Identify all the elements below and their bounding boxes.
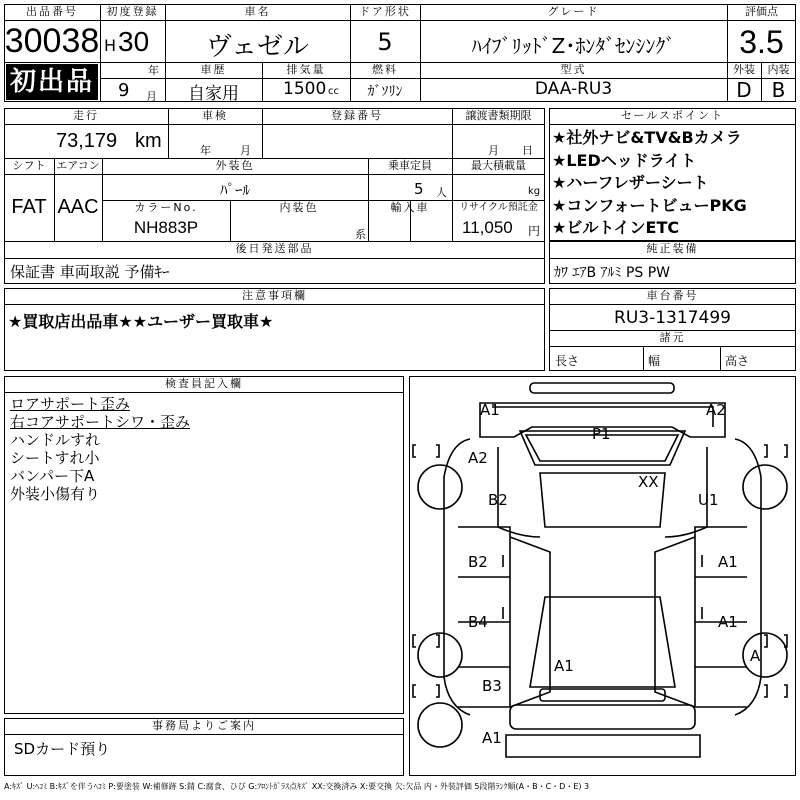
model-name: ヴェゼル [206, 32, 309, 62]
inspector-line: バンパー下A [10, 467, 95, 485]
inspector-label: 検査員記入欄 [165, 377, 243, 390]
height-label: 高さ [725, 354, 750, 368]
model-label: 車名 [244, 5, 271, 18]
type-label: 型式 [560, 63, 587, 76]
damage-mark: A1 [718, 553, 738, 571]
color-number: NH883P [133, 218, 199, 237]
registration-era: H [104, 36, 117, 55]
damage-mark: B2 [488, 491, 508, 509]
mileage: 73,179 [56, 130, 118, 152]
sales-point: ★LEDヘッドライト [552, 150, 697, 170]
displacement-label: 排気量 [286, 63, 326, 76]
score-label: 評価点 [745, 5, 778, 18]
damage-mark: XX [638, 473, 659, 491]
door-count: 5 [377, 28, 393, 56]
registration-number-label: 登録番号 [331, 109, 383, 122]
sales-point: ★コンフォートビューPKG [552, 195, 747, 215]
grade: ﾊｲﾌﾞﾘｯﾄﾞZ･ﾎﾝﾀﾞｾﾝｼﾝｸﾞ [471, 34, 676, 58]
door-label: ドア形状 [359, 5, 411, 18]
history-label: 車歴 [200, 63, 227, 76]
first-listing-badge: 初出品 [6, 64, 98, 100]
chassis-number-label: 車台番号 [646, 289, 699, 302]
capacity: 5 [414, 180, 424, 198]
dimensions-label: 諸元 [659, 331, 686, 344]
history: 自家用 [188, 84, 239, 104]
shift-label: シフト [12, 159, 46, 172]
lot-number-label: 出品番号 [26, 5, 78, 18]
cc-unit: cc [328, 86, 339, 97]
inspector-line: 外装小傷有り [10, 485, 101, 503]
mileage-unit: km [135, 130, 162, 152]
damage-mark: A1 [480, 401, 500, 419]
length-label: 長さ [555, 354, 580, 368]
recycle-label: リサイクル預託金 [459, 202, 538, 213]
displacement: 1500 [283, 79, 327, 99]
rear-window [530, 597, 675, 687]
import-label: 輸入車 [390, 201, 430, 214]
damage-mark: B2 [468, 553, 488, 571]
transfer-deadline-label: 譲渡書類期限 [465, 109, 532, 122]
inspector-line: シートすれ小 [10, 449, 100, 467]
sales-point: ★社外ナビ&TV&Bカメラ [552, 128, 742, 147]
damage-mark: A1 [718, 613, 738, 631]
shift: FAT [11, 196, 47, 218]
transfer-day-unit: 日 [522, 144, 533, 157]
damage-mark: A [750, 647, 761, 665]
transfer-month-unit: 月 [488, 144, 499, 157]
exterior-color: ﾊﾟｰﾙ [219, 181, 250, 199]
notes-text: ★買取店出品車★★ユーザー買取車★ [8, 312, 274, 331]
registration-month: 9 [118, 80, 130, 101]
recycle-amount: 11,050 [462, 218, 513, 237]
model-type: DAA-RU3 [534, 79, 613, 99]
later-parts: 保証書 車両取説 予備ｷｰ [10, 263, 170, 281]
inspector-notes [10, 395, 190, 503]
yen-unit: 円 [528, 224, 541, 238]
spare-wheel [418, 703, 462, 747]
inspector-line: ハンドルすれ [10, 431, 101, 449]
inspector-line: ロアサポート歪み [10, 395, 131, 413]
exterior-label: 外装 [733, 63, 755, 76]
overall-score: 3.5 [739, 24, 784, 60]
person-unit: 人 [436, 186, 447, 199]
office-label: 事務局よりご案内 [152, 719, 256, 732]
inspection-month-unit: 月 [240, 144, 251, 157]
interior-color-suffix: 系 [355, 228, 366, 241]
front-bumper-shape [530, 383, 674, 393]
lot-number: 30038 [4, 22, 100, 60]
width-label: 幅 [648, 354, 661, 368]
inspection-year-unit: 年 [200, 144, 211, 157]
kg-unit: kg [528, 186, 541, 197]
damage-mark: A1 [554, 657, 574, 675]
damage-diagram [409, 376, 796, 776]
damage-mark: B3 [482, 677, 502, 695]
capacity-label: 乗車定員 [388, 159, 432, 172]
color-number-label: カラーNo. [134, 201, 198, 214]
damage-mark: A2 [706, 401, 726, 419]
damage-mark: B4 [468, 613, 488, 631]
max-load-label: 最大積載量 [471, 159, 526, 172]
interior-grade: B [771, 78, 786, 102]
aircon-label: エアコン [56, 159, 100, 172]
office-text: SDカード預り [14, 740, 111, 758]
damage-mark: U1 [698, 491, 719, 509]
exterior-grade: D [736, 78, 752, 102]
legend-text: A:ｷｽﾞ U:ﾍｺﾐ B:ｷｽﾞを伴うﾍｺﾐ P:要塗装 W:補修跡 S:錆 C:腐食、ひび G:ﾌﾛﾝﾄｶﾞﾗｽ点ｷｽﾞ XX:交換済み X:要交換 欠:欠品 内・外装評価 5段階ﾗﾝｸ順(A・B・C・D・E) 3 [4, 782, 590, 791]
aircon: AAC [57, 196, 99, 218]
interior-label: 内装 [767, 63, 790, 76]
sales-points-label: セールスポイント [620, 109, 724, 122]
damage-mark: A1 [482, 729, 502, 747]
sales-point: ★ビルトインETC [552, 218, 680, 237]
inspector-line: 右コアサポートシワ・歪み [10, 413, 191, 431]
front-left-wheel [418, 465, 462, 509]
rear-left-wheel [418, 633, 462, 677]
fuel-label: 燃料 [372, 63, 398, 76]
sales-point: ★ハーフレザーシート [552, 173, 709, 192]
first-registration-label: 初度登録 [106, 5, 159, 18]
rear-bumper-shape [510, 705, 695, 729]
year-unit: 年 [148, 64, 159, 77]
mileage-label: 走行 [73, 109, 99, 122]
grade-label: グレード [547, 5, 600, 18]
month-unit: 月 [146, 90, 157, 103]
equipment-label: 純正装備 [646, 242, 699, 255]
damage-mark: P1 [592, 425, 611, 443]
equipment-items: ｶﾜ ｴｱB ｱﾙﾐ PS PW [554, 265, 671, 281]
damage-mark: A2 [468, 449, 488, 467]
notes-label: 注意事項欄 [242, 289, 307, 302]
registration-year: 30 [118, 26, 150, 57]
fuel: ｶﾞｿﾘﾝ [367, 84, 403, 100]
chassis-number: RU3-1317499 [614, 308, 731, 328]
interior-color-label: 内装色 [279, 201, 319, 214]
front-right-wheel [743, 465, 787, 509]
later-parts-label: 後日発送部品 [235, 242, 314, 255]
exterior-color-label: 外装色 [215, 159, 255, 172]
inspection-label: 車検 [202, 109, 228, 122]
sales-points-list [552, 127, 747, 240]
